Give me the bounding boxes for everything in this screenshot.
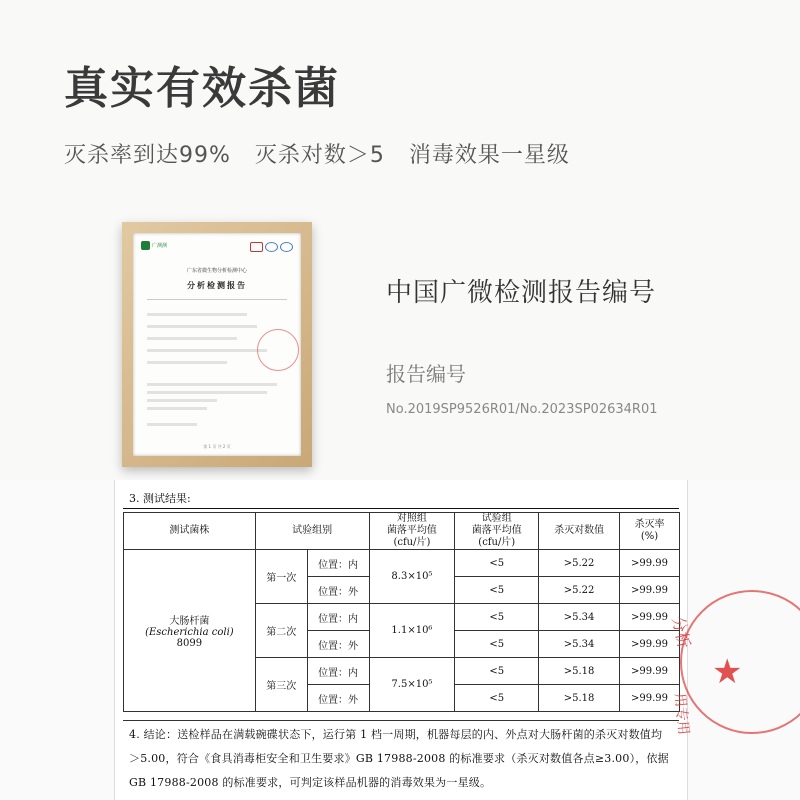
divider <box>147 299 287 300</box>
cert-text-line <box>147 349 267 352</box>
control-cell: 8.3×10⁵ <box>369 550 455 604</box>
report-number-label: 报告编号 <box>386 362 466 386</box>
rate-cell: >99.99 <box>620 550 680 577</box>
divider <box>123 508 679 509</box>
header-log: 杀灭对数值 <box>539 513 620 550</box>
position-cell: 位置：内 <box>307 658 369 685</box>
stamp-star-icon: ★ <box>712 652 743 692</box>
position-cell: 位置：外 <box>307 577 369 604</box>
lab-logo-icon <box>141 241 150 250</box>
feature-kill-rate: 灭杀率到达99% <box>64 143 231 168</box>
position-cell: 位置：内 <box>307 604 369 631</box>
cert-text-line <box>147 361 227 364</box>
certificate-title: 分析检测报告 <box>187 281 247 290</box>
cert-text-line <box>147 383 277 386</box>
test-cell: <5 <box>455 604 539 631</box>
rate-cell: >99.99 <box>620 604 680 631</box>
test-cell: <5 <box>455 550 539 577</box>
log-cell: >5.34 <box>539 604 620 631</box>
conclusion-line: ＞5.00，符合《食具消毒柜安全和卫生要求》GB 17988-2008 的标准要求（杀灭对数值各点≥3.00），依据 <box>129 752 669 765</box>
group-cell: 第三次 <box>255 658 307 712</box>
rate-cell: >99.99 <box>620 577 680 604</box>
cert-text-line <box>147 391 267 394</box>
log-cell: >5.34 <box>539 631 620 658</box>
group-cell: 第一次 <box>255 550 307 604</box>
report-numbers: No.2019SP9526R01/No.2023SP02634R01 <box>386 402 658 417</box>
position-cell: 位置：外 <box>307 685 369 712</box>
conclusion-line: 4. 结论：送检样品在满载碗碟状态下，运行第 1 档一周期，机器每层的内、外点对大肠杆菌的杀灭对数值均 <box>129 728 663 741</box>
cert-text-line <box>147 407 207 410</box>
cnas-badge-icon <box>280 242 293 252</box>
lab-logo <box>141 241 167 250</box>
strain-cell: 大肠杆菌 (Escherichia coli) 8099 <box>124 550 256 712</box>
header-control: 对照组 菌落平均值 (cfu/片) <box>369 513 455 550</box>
conclusion-line: GB 17988-2008 的标准要求，可判定该样品机器的消毒效果为一星级。 <box>129 776 492 789</box>
lab-name: 广测测 <box>152 243 168 249</box>
test-cell: <5 <box>455 631 539 658</box>
header-strain: 测试菌株 <box>124 513 256 550</box>
results-table <box>123 512 680 712</box>
conclusion-text <box>129 723 677 795</box>
test-cell: <5 <box>455 577 539 604</box>
log-cell: >5.22 <box>539 577 620 604</box>
log-cell: >5.22 <box>539 550 620 577</box>
report-title: 中国广微检测报告编号 <box>386 278 657 308</box>
rate-cell: >99.99 <box>620 658 680 685</box>
table-header-row <box>124 513 680 550</box>
header-group: 试验组别 <box>255 513 369 550</box>
log-cell: >5.18 <box>539 685 620 712</box>
ilac-badge-icon <box>265 242 278 252</box>
header-rate: 杀灭率 (%) <box>620 513 680 550</box>
feature-disinfection-level: 消毒效果一星级 <box>408 143 570 168</box>
log-cell: >5.18 <box>539 658 620 685</box>
accreditation-badges <box>250 242 293 252</box>
feature-kill-log: 灭杀对数＞5 <box>254 143 385 168</box>
control-cell: 7.5×10⁵ <box>369 658 455 712</box>
test-cell: <5 <box>455 685 539 712</box>
results-section-title: 3. 测试结果: <box>129 492 191 505</box>
rate-cell: >99.99 <box>620 685 680 712</box>
control-cell: 1.1×10⁶ <box>369 604 455 658</box>
header-test: 试验组 菌落平均值 (cfu/片) <box>455 513 539 550</box>
results-document <box>114 480 688 800</box>
group-cell: 第二次 <box>255 604 307 658</box>
position-cell: 位置：内 <box>307 550 369 577</box>
cma-badge-icon <box>250 242 263 252</box>
table-row <box>124 550 680 577</box>
certificate-paper <box>133 233 301 456</box>
feature-subtitle <box>64 138 586 169</box>
stamp-text-bottom: 用专用 <box>671 692 692 736</box>
stamp-text-top: 分析 <box>668 614 694 650</box>
certificate-footer: 第 1 页 共 2 页 <box>203 444 231 449</box>
test-cell: <5 <box>455 658 539 685</box>
certificate-org: 广东省微生物分析检测中心 <box>186 268 247 274</box>
cert-text-line <box>147 423 197 426</box>
page-title: 真实有效杀菌 <box>64 63 340 114</box>
certificate-stamp <box>257 329 299 371</box>
rate-cell: >99.99 <box>620 631 680 658</box>
cert-text-line <box>147 313 247 316</box>
position-cell: 位置：外 <box>307 631 369 658</box>
cert-text-line <box>147 337 237 340</box>
cert-text-line <box>147 325 257 328</box>
cert-text-line <box>147 399 217 402</box>
divider <box>123 720 679 721</box>
certificate-frame <box>122 222 312 467</box>
